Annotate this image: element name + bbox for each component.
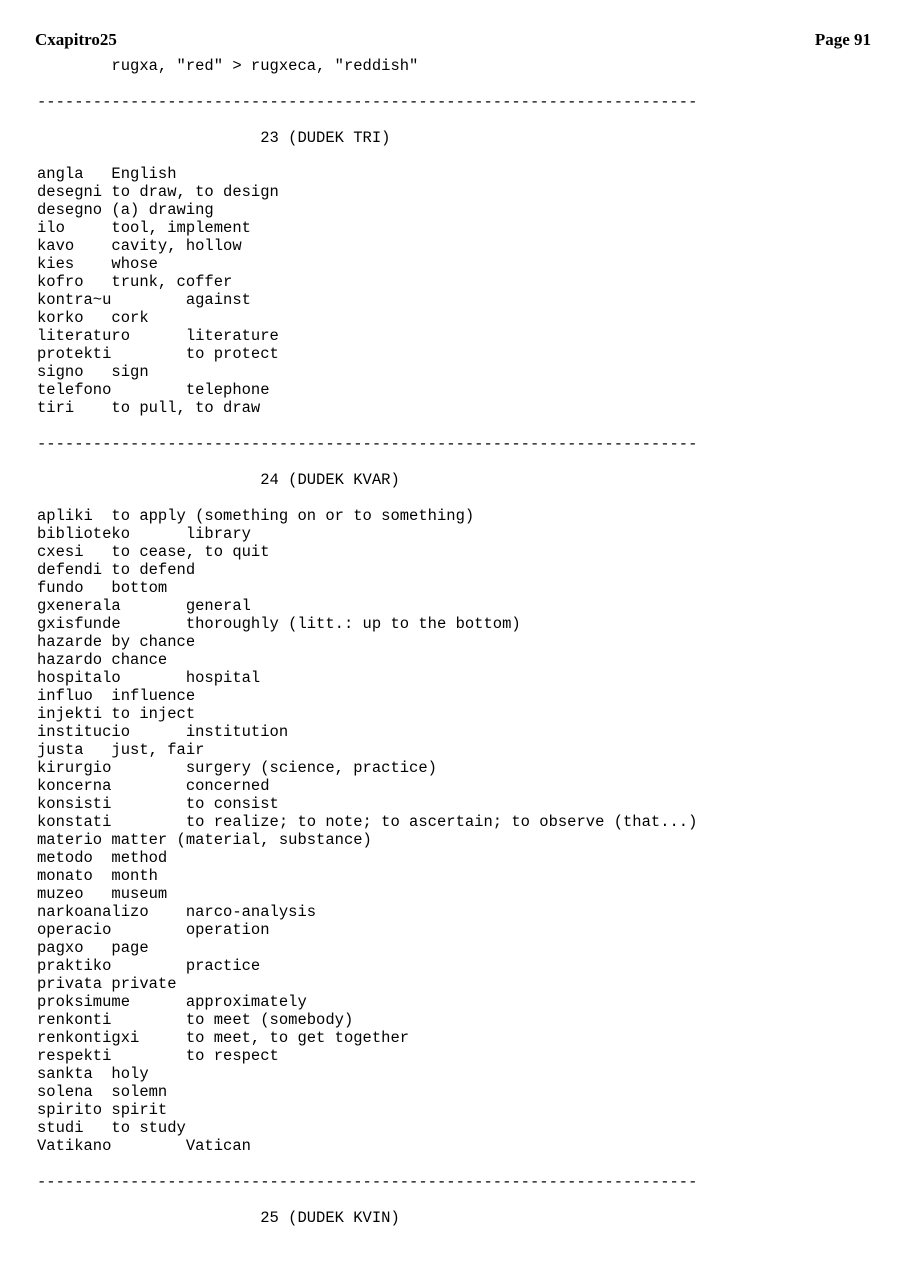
vocabulary-entry: kofro trunk, coffer <box>37 273 233 291</box>
vocabulary-entry: institucio institution <box>37 723 289 741</box>
vocabulary-entry: renkonti to meet (somebody) <box>37 1011 354 1029</box>
vocabulary-entry: spirito spirit <box>37 1101 168 1119</box>
blank-line <box>37 1191 897 1209</box>
vocabulary-entry: fundo bottom <box>37 579 168 597</box>
page-header <box>0 30 905 54</box>
blank-line <box>37 453 897 471</box>
section-heading: 23 (DUDEK TRI) <box>37 129 391 147</box>
vocabulary-entry: defendi to defend <box>37 561 196 579</box>
separator-line: ----------------------------------------------------------------------- <box>37 435 698 453</box>
vocabulary-entry: pagxo page <box>37 939 149 957</box>
text-line: rugxa, "red" > rugxeca, "reddish" <box>37 57 419 75</box>
vocabulary-entry: hazardo chance <box>37 651 168 669</box>
separator-line: ----------------------------------------------------------------------- <box>37 1173 698 1191</box>
vocabulary-entry: monato month <box>37 867 158 885</box>
vocabulary-entry: signo sign <box>37 363 149 381</box>
separator-line: ----------------------------------------------------------------------- <box>37 93 698 111</box>
vocabulary-entry: desegni to draw, to design <box>37 183 279 201</box>
vocabulary-entry: muzeo museum <box>37 885 168 903</box>
vocabulary-entry: influo influence <box>37 687 196 705</box>
vocabulary-entry: kirurgio surgery (science, practice) <box>37 759 437 777</box>
vocabulary-entry: cxesi to cease, to quit <box>37 543 270 561</box>
vocabulary-entry: Vatikano Vatican <box>37 1137 251 1155</box>
vocabulary-entry: apliki to apply (something on or to something) <box>37 507 475 525</box>
vocabulary-entry: injekti to inject <box>37 705 196 723</box>
blank-line <box>37 1155 897 1173</box>
vocabulary-entry: hazarde by chance <box>37 633 196 651</box>
vocabulary-entry: biblioteko library <box>37 525 251 543</box>
vocabulary-entry: literaturo literature <box>37 327 279 345</box>
vocabulary-entry: materio matter (material, substance) <box>37 831 372 849</box>
vocabulary-entry: respekti to respect <box>37 1047 279 1065</box>
vocabulary-entry: proksimume approximately <box>37 993 307 1011</box>
vocabulary-entry: narkoanalizo narco-analysis <box>37 903 317 921</box>
vocabulary-entry: metodo method <box>37 849 168 867</box>
vocabulary-entry: tiri to pull, to draw <box>37 399 261 417</box>
vocabulary-entry: ilo tool, implement <box>37 219 251 237</box>
vocabulary-entry: koncerna concerned <box>37 777 270 795</box>
blank-line <box>37 111 897 129</box>
vocabulary-entry: konstati to realize; to note; to ascertain; to observe (that...) <box>37 813 698 831</box>
vocabulary-entry: justa just, fair <box>37 741 205 759</box>
vocabulary-entry: operacio operation <box>37 921 270 939</box>
vocabulary-entry: privata private <box>37 975 177 993</box>
vocabulary-entry: angla English <box>37 165 177 183</box>
vocabulary-entry: hospitalo hospital <box>37 669 261 687</box>
section-heading: 25 (DUDEK KVIN) <box>37 1209 400 1227</box>
vocabulary-entry: gxenerala general <box>37 597 251 615</box>
chapter-title: Cxapitro25 <box>35 30 117 49</box>
blank-line <box>37 489 897 507</box>
vocabulary-entry: telefono telephone <box>37 381 270 399</box>
vocabulary-entry: praktiko practice <box>37 957 261 975</box>
vocabulary-entry: kontra~u against <box>37 291 251 309</box>
vocabulary-entry: gxisfunde thoroughly (litt.: up to the bottom) <box>37 615 521 633</box>
blank-line <box>37 417 897 435</box>
vocabulary-entry: renkontigxi to meet, to get together <box>37 1029 410 1047</box>
page-number: Page 91 <box>814 30 871 49</box>
vocabulary-entry: kies whose <box>37 255 158 273</box>
blank-line <box>37 147 897 165</box>
document-body <box>37 57 897 1227</box>
vocabulary-entry: konsisti to consist <box>37 795 279 813</box>
vocabulary-entry: korko cork <box>37 309 149 327</box>
blank-line <box>37 75 897 93</box>
vocabulary-entry: solena solemn <box>37 1083 168 1101</box>
vocabulary-entry: studi to study <box>37 1119 186 1137</box>
vocabulary-entry: desegno (a) drawing <box>37 201 214 219</box>
vocabulary-entry: kavo cavity, hollow <box>37 237 242 255</box>
vocabulary-entry: sankta holy <box>37 1065 149 1083</box>
section-heading: 24 (DUDEK KVAR) <box>37 471 400 489</box>
vocabulary-entry: protekti to protect <box>37 345 279 363</box>
